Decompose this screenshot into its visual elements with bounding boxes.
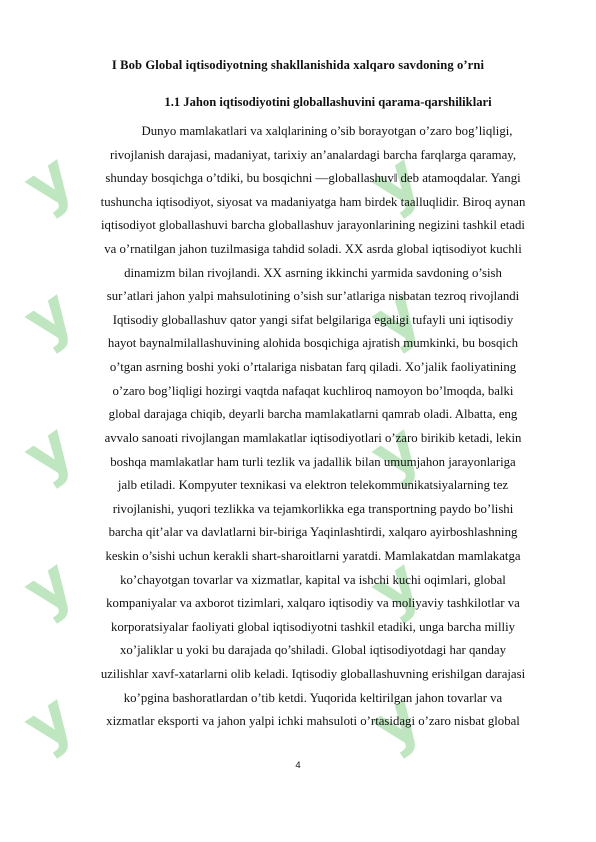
text-line: tushuncha iqtisodiyot, siyosat va madaniyatga ham birdek taalluqlidir. Biroq aynan <box>100 194 526 209</box>
text-line: boshqa mamlakatlar ham turli tezlik va jadallik bilan umumjahon jarayonlariga <box>110 454 516 469</box>
text-line: shunday bosqichga o’tdiki, bu bosqichni ―globallashuvǁ deb atamoqdalar. Yangi <box>105 171 521 186</box>
text-line: dinamizm bilan rivojlandi. XX asrning ikkinchi yarmida savdoning o’sish <box>124 265 502 280</box>
text-line: sur’atlari jahon yalpi mahsulotining o’sish sur’atlariga nisbatan tezroq rivojlandi <box>106 289 520 304</box>
section-heading: 1.1 Jahon iqtisodiyotini globallashuvini qarama-qarshiliklari <box>164 95 492 109</box>
text-line: xizmatlar eksporti va jahon yalpi ichki mahsuloti o’rtasidagi o’zaro nisbat global <box>106 714 520 729</box>
text-line: ko’pgina bashoratlardan o’tib ketdi. Yuqorida keltirilgan jahon tovarlar va <box>123 690 503 705</box>
watermark-mark: y <box>10 679 88 765</box>
watermark-mark: y <box>10 409 88 495</box>
text-line: va o’rnatilgan jahon tuzilmasiga tahdid soladi. XX asrda global iqtisodiyot kuchli <box>104 242 522 257</box>
text-line: o’zaro bog’liqligi hozirgi vaqtda nafaqat kuchliroq namoyon bo’lmoqda, balki <box>112 383 514 398</box>
watermark-mark: y <box>357 409 435 495</box>
text-line: barcha qit’alar va davlatlarni bir-biriga Yaqinlashtirdi, xalqaro ayirboshlashning <box>108 525 518 540</box>
body-text <box>70 120 556 734</box>
text-line: keskin o’sishi uchun kerakli shart-sharoitlarni yaratdi. Mamlakatdan mamlakatga <box>105 548 521 563</box>
text-line: kompaniyalar va axborot tizimlari, xalqaro iqtisodiy va moliyaviy tashkilotlar va <box>106 596 520 611</box>
text-line: global darajaga chiqib, deyarli barcha mamlakatlarni qamrab oladi. Albatta, eng <box>108 407 518 422</box>
text-line: Dunyo mamlakatlari va xalqlarining o’sib borayotgan o’zaro bog’liqligi, <box>141 124 513 138</box>
watermark-mark: y <box>10 274 88 360</box>
text-line: jalb etiladi. Kompyuter texnikasi va elektron telekommunikatsiyalarning tez <box>117 478 509 493</box>
watermark-mark: y <box>357 544 435 630</box>
watermark-mark: y <box>10 544 88 630</box>
text-line: uzilishlar xavf-xatarlarni olib keladi. Iqtisodiy globallashuvning erishilgan darajasi <box>100 667 526 682</box>
text-line: hayot baynalmilallashuvining alohida bosqichiga ajratish mumkinki, bu bosqich <box>107 336 519 351</box>
chapter-heading: I Bob Global iqtisodiyotning shakllanishida xalqaro savdoning o’rni <box>111 58 485 72</box>
watermark-mark: y <box>357 274 435 360</box>
text-line: Iqtisodiy globallashuv qator yangi sifat belgilariga egaligi tufayli uni iqtisodiy <box>112 312 514 327</box>
text-line: rivojlanish darajasi, madaniyat, tarixiy an’analardagi barcha farqlarga qaramay, <box>109 147 517 162</box>
text-line: o’tgan asrning boshi yoki o’rtalariga nisbatan farq qiladi. Xo’jalik faoliyatining <box>109 360 517 375</box>
text-line: iqtisodiyot globallashuvi barcha globallashuv jarayonlarining negizini tashkil etadi <box>101 218 525 233</box>
text-line: xo’jaliklar u yoki bu darajada qo’shiladi. Global iqtisodiyotdagi har qanday <box>120 643 506 658</box>
text-line: rivojlanishi, yuqori tezlikka va tejamkorlikka ega transportning paydo bo’lishi <box>112 501 514 516</box>
text-line: korporatsiyalar faoliyati global iqtisodiyotni tashkil etadiki, unga barcha milliy <box>110 619 516 634</box>
page-number: 4 <box>295 760 301 771</box>
watermark-mark: y <box>357 679 435 765</box>
text-line: avvalo sanoati rivojlangan mamlakatlar iqtisodiyotlari o’zaro birikib ketadi, lekin <box>104 430 522 445</box>
text-line: ko’chayotgan tovarlar va xizmatlar, kapital va ishchi kuchi oqimlari, global <box>120 572 506 587</box>
watermark-mark: y <box>357 139 435 225</box>
watermark-mark: y <box>10 139 88 225</box>
